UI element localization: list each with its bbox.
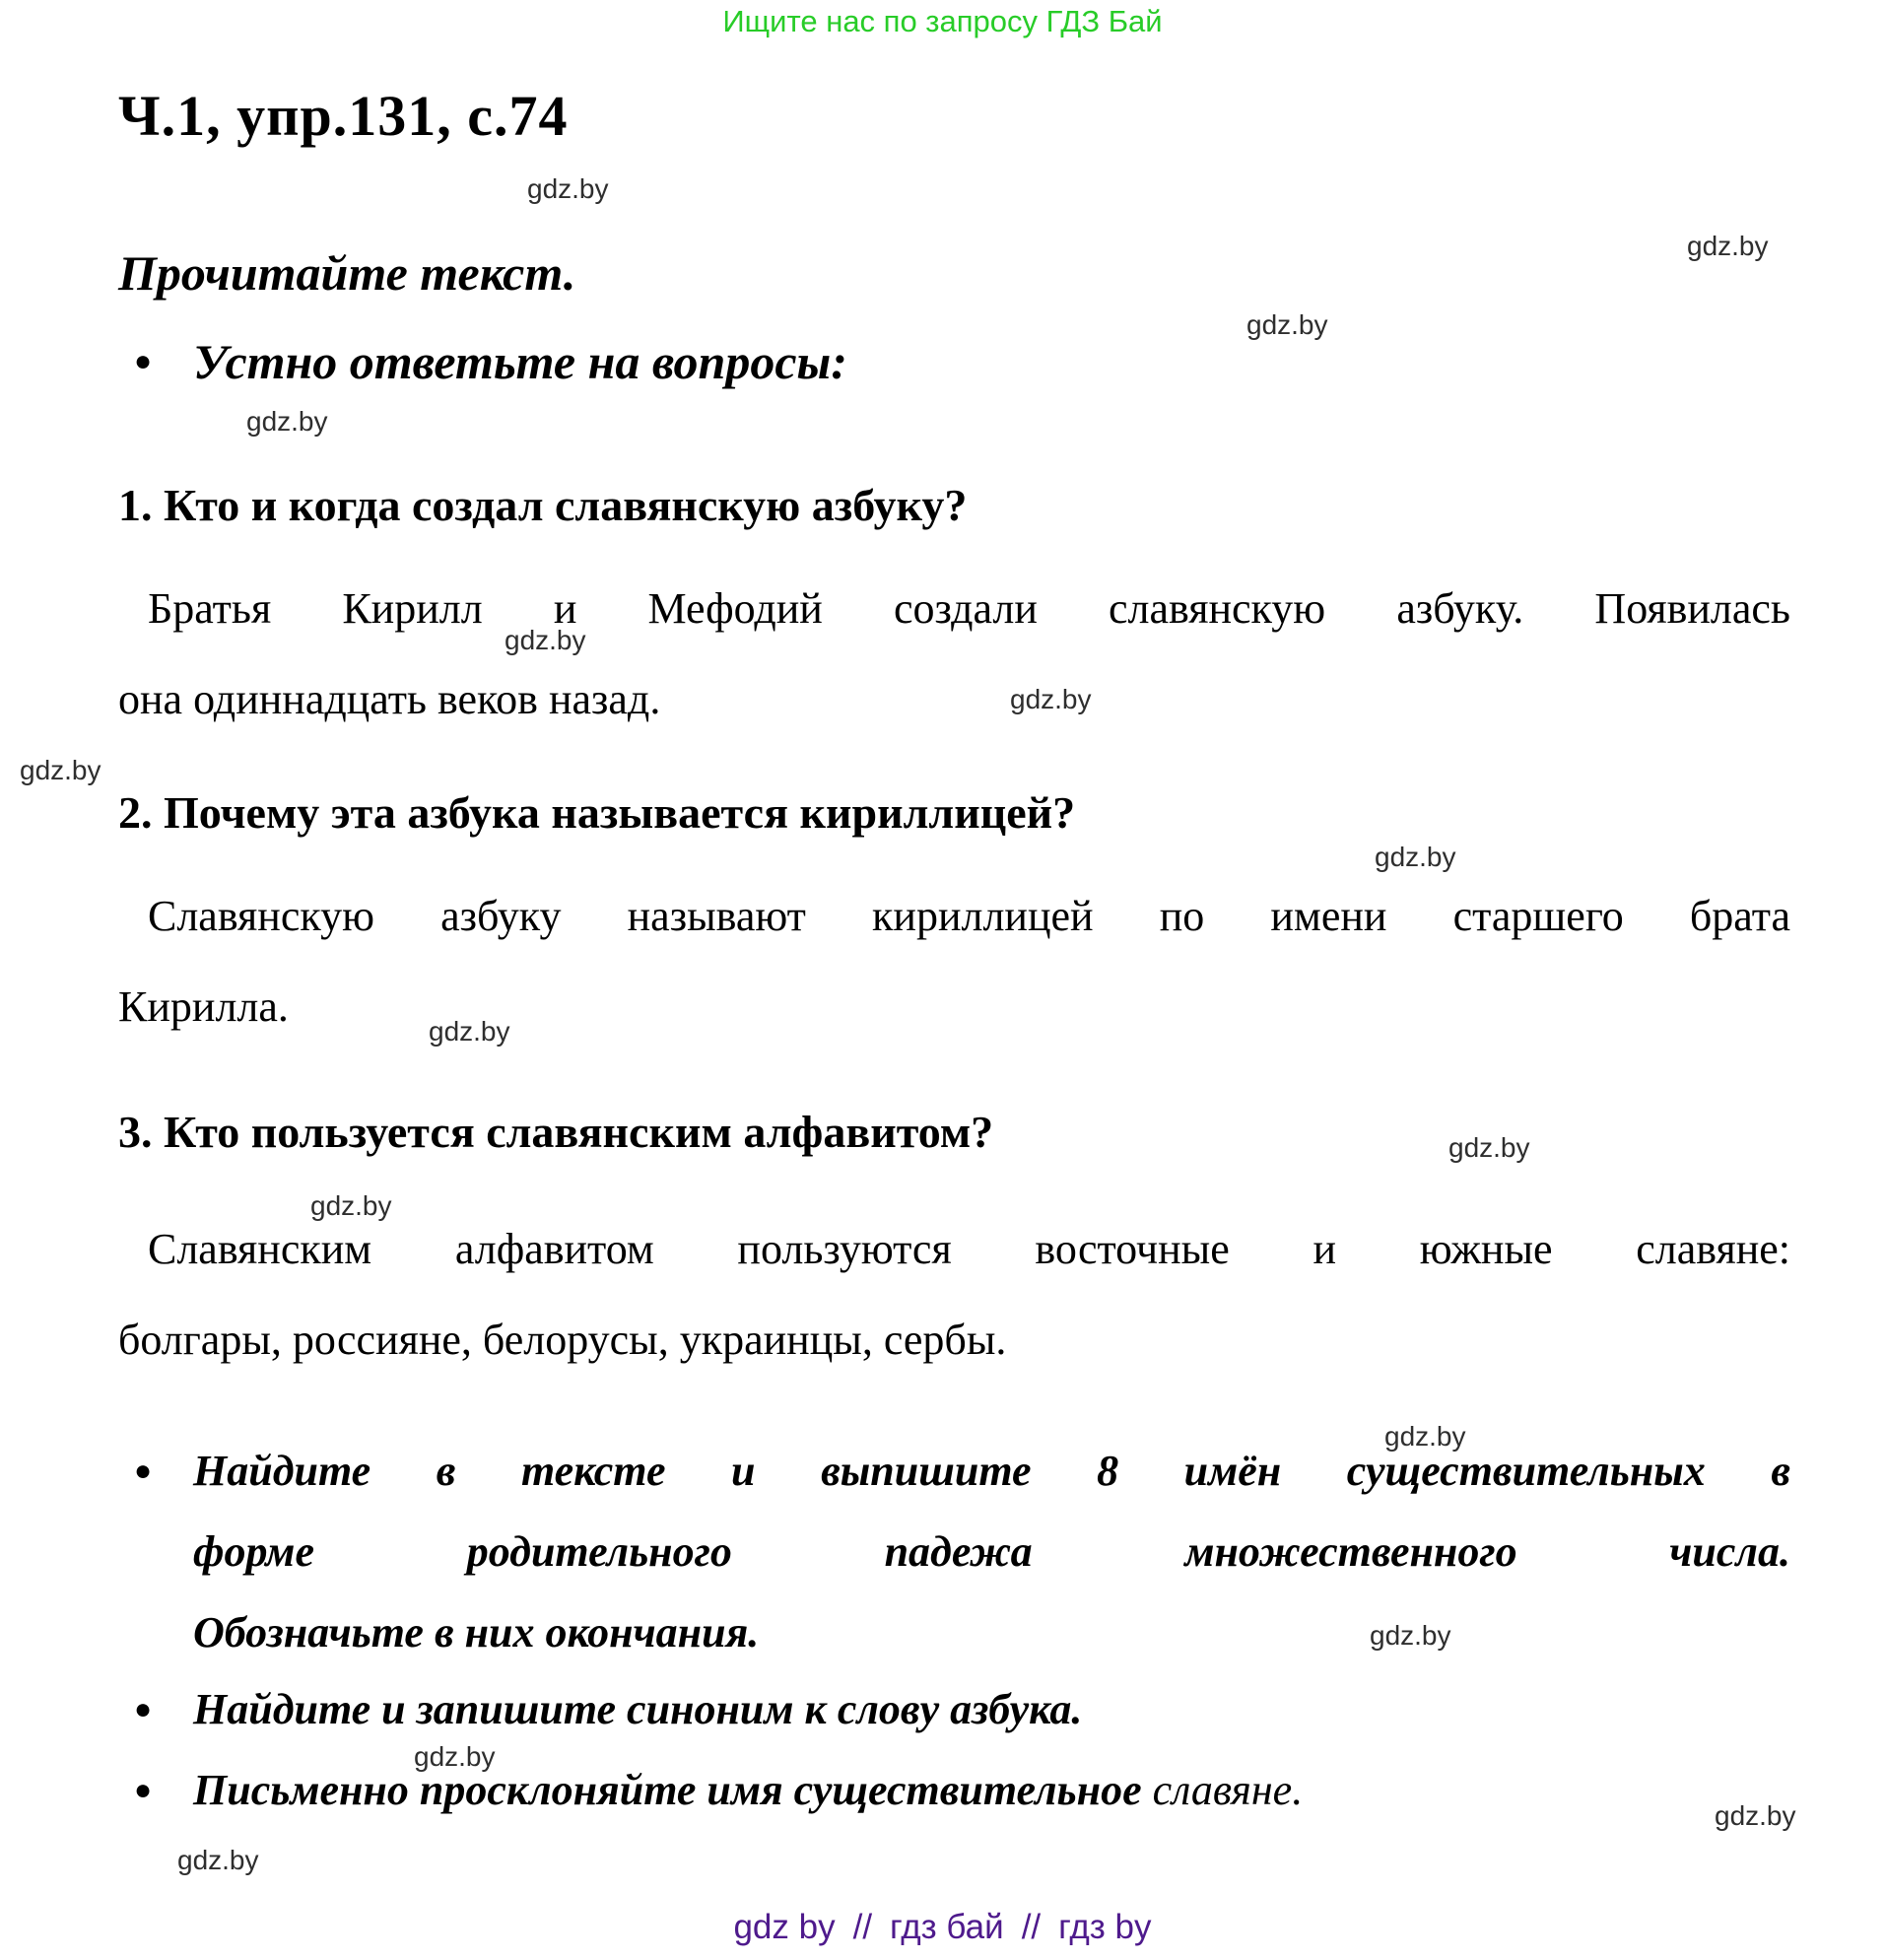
task-find-nouns-text xyxy=(193,1431,1790,1673)
bullet-icon: ● xyxy=(134,1774,153,1806)
instruction-read-text: Прочитайте текст. xyxy=(118,245,576,301)
gdz-watermark: gdz.by xyxy=(429,1016,510,1047)
task-line: Найдите и запишите синоним к слову азбука. xyxy=(193,1685,1083,1733)
task-line: Обозначьте в них окончания. xyxy=(193,1608,760,1656)
gdz-watermark: gdz.by xyxy=(246,406,328,437)
gdz-watermark: gdz.by xyxy=(1010,684,1092,714)
question-1: 1. Кто и когда создал славянскую азбуку? xyxy=(118,480,968,530)
answer-2-line: Славянскую азбуку называют кириллицей по имени старшего брата xyxy=(148,892,1790,940)
task-decline-noun xyxy=(134,1750,1790,1831)
answer-1-line: Братья Кирилл и Мефодий создали славянскую азбуку. Появилась xyxy=(148,584,1790,633)
task-find-synonym-text xyxy=(193,1669,1790,1750)
task-line: форме родительного падежа множественного числа. xyxy=(193,1527,1790,1576)
gdz-watermark: gdz.by xyxy=(1687,231,1769,261)
bullet-icon: ● xyxy=(134,345,153,377)
gdz-watermark: gdz.by xyxy=(177,1845,259,1875)
task-line: Найдите в тексте и выпишите 8 имён существительных в xyxy=(193,1447,1790,1495)
gdz-watermark: gdz.by xyxy=(1715,1800,1796,1831)
gdz-watermark: gdz.by xyxy=(1375,842,1456,872)
footer-link-gdz-by-2[interactable]: гдз by xyxy=(1058,1908,1152,1946)
task-decline-noun-text xyxy=(193,1750,1790,1831)
answer-2 xyxy=(118,871,1790,1052)
task-decline-word-slavyane: славяне. xyxy=(1141,1766,1304,1814)
gdz-watermark: gdz.by xyxy=(505,625,586,655)
bullet-icon: ● xyxy=(134,1454,153,1487)
footer-link-gdz-by[interactable]: gdz by xyxy=(733,1908,836,1946)
answer-3-line: Славянским алфавитом пользуются восточные и южные славяне: xyxy=(148,1225,1790,1273)
task-line xyxy=(193,1750,1790,1831)
answer-3 xyxy=(118,1204,1790,1386)
answer-2-line: Кирилла. xyxy=(118,982,289,1031)
page-title: Ч.1, упр.131, с.74 xyxy=(118,84,569,148)
footer-link-gdz-bai[interactable]: гдз бай xyxy=(890,1908,1004,1946)
gdz-watermark: gdz.by xyxy=(310,1190,392,1221)
task-find-synonym xyxy=(134,1669,1790,1750)
answer-1 xyxy=(118,564,1790,745)
footer-links xyxy=(0,1908,1885,1947)
question-3: 3. Кто пользуется славянским алфавитом? xyxy=(118,1107,994,1157)
task-decline-bold-part: Письменно просклоняйте имя существительное xyxy=(193,1766,1142,1814)
answer-3-line: болгары, россияне, белорусы, украинцы, сербы. xyxy=(118,1316,1007,1364)
gdz-watermark: gdz.by xyxy=(1370,1620,1451,1651)
question-2: 2. Почему эта азбука называется кириллицей? xyxy=(118,787,1076,838)
gdz-watermark: gdz.by xyxy=(527,173,609,204)
answer-1-line: она одиннадцать веков назад. xyxy=(118,675,661,723)
promo-banner: Ищите нас по запросу ГДЗ Бай xyxy=(722,4,1163,38)
gdz-watermark: gdz.by xyxy=(1246,309,1328,340)
gdz-watermark: gdz.by xyxy=(1384,1421,1466,1452)
gdz-watermark: gdz.by xyxy=(20,755,101,785)
instruction-answer-orally-label: Устно ответьте на вопросы: xyxy=(193,334,847,389)
footer-separator: // xyxy=(852,1908,873,1946)
gdz-watermark: gdz.by xyxy=(414,1741,496,1772)
instruction-answer-orally xyxy=(134,331,1790,392)
gdz-watermark: gdz.by xyxy=(1448,1132,1530,1163)
bullet-icon: ● xyxy=(134,1693,153,1725)
task-find-nouns xyxy=(134,1431,1790,1673)
footer-separator: // xyxy=(1021,1908,1042,1946)
